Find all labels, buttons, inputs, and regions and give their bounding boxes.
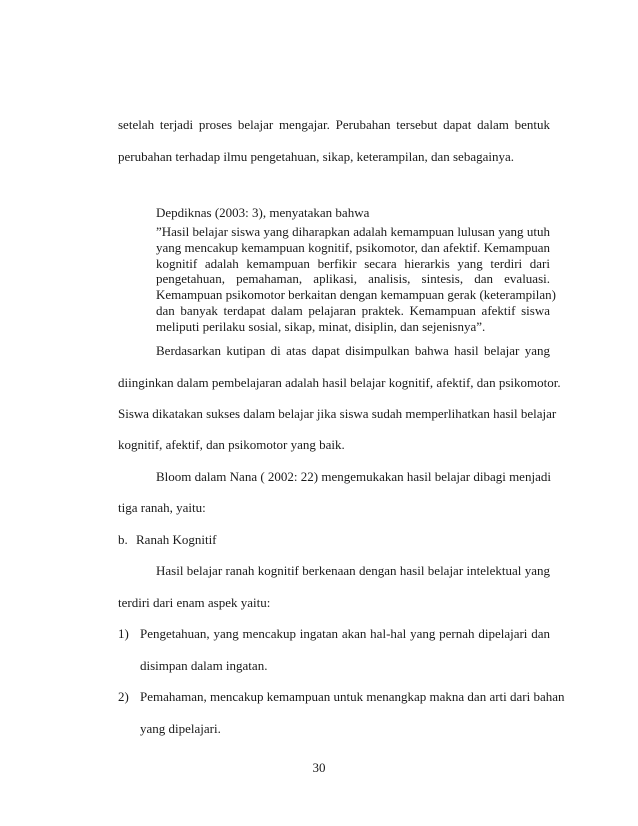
quote-line: pengetahuan, pemahaman, aplikasi, analisis, sintesis, dan evaluasi. <box>156 271 550 286</box>
citation-intro: Depdiknas (2003: 3), menyatakan bahwa <box>156 205 370 220</box>
list-item-line: Pengetahuan, yang mencakup ingatan akan hal-hal yang pernah dipelajari dan <box>140 626 550 641</box>
page-number: 30 <box>312 760 326 775</box>
list-item-number: 1) <box>118 626 129 641</box>
paragraph-line: terdiri dari enam aspek yaitu: <box>118 595 271 610</box>
paragraph-line: perubahan terhadap ilmu pengetahuan, sikap, keterampilan, dan sebagainya. <box>118 149 514 164</box>
paragraph-line: setelah terjadi proses belajar mengajar. Perubahan tersebut dapat dalam bentuk <box>118 117 550 132</box>
quote-line: ”Hasil belajar siswa yang diharapkan adalah kemampuan lulusan yang utuh <box>156 224 550 239</box>
quote-line: dan banyak terdapat dalam pelajaran praktek. Kemampuan afektif siswa <box>156 303 550 318</box>
paragraph-line: Siswa dikatakan sukses dalam belajar jika siswa sudah memperlihatkan hasil belajar <box>118 406 557 421</box>
quote-line: Kemampuan psikomotor berkaitan dengan kemampuan gerak (keterampilan) <box>156 287 556 302</box>
paragraph-line: Berdasarkan kutipan di atas dapat disimpulkan bahwa hasil belajar yang <box>156 343 550 358</box>
paragraph-line: Bloom dalam Nana ( 2002: 22) mengemukakan hasil belajar dibagi menjadi <box>156 469 551 484</box>
paragraph-line: kognitif, afektif, dan psikomotor yang baik. <box>118 437 345 452</box>
section-title: Ranah Kognitif <box>136 532 217 547</box>
list-item-line: disimpan dalam ingatan. <box>140 658 268 673</box>
paragraph-line: diinginkan dalam pembelajaran adalah hasil belajar kognitif, afektif, dan psikomotor. <box>118 375 561 390</box>
list-item-line: Pemahaman, mencakup kemampuan untuk menangkap makna dan arti dari bahan <box>140 689 565 704</box>
quote-line: yang mencakup kemampuan kognitif, psikomotor, dan afektif. Kemampuan <box>156 240 550 255</box>
paragraph-line: tiga ranah, yaitu: <box>118 500 206 515</box>
quote-line: kognitif adalah kemampuan berfikir secara hierarkis yang terdiri dari <box>156 256 550 271</box>
section-label: b. <box>118 532 128 547</box>
paragraph-line: Hasil belajar ranah kognitif berkenaan dengan hasil belajar intelektual yang <box>156 563 550 578</box>
quote-line: meliputi perilaku sosial, sikap, minat, disiplin, dan sejenisnya”. <box>156 319 486 334</box>
list-item-line: yang dipelajari. <box>140 721 221 736</box>
list-item-number: 2) <box>118 689 129 704</box>
